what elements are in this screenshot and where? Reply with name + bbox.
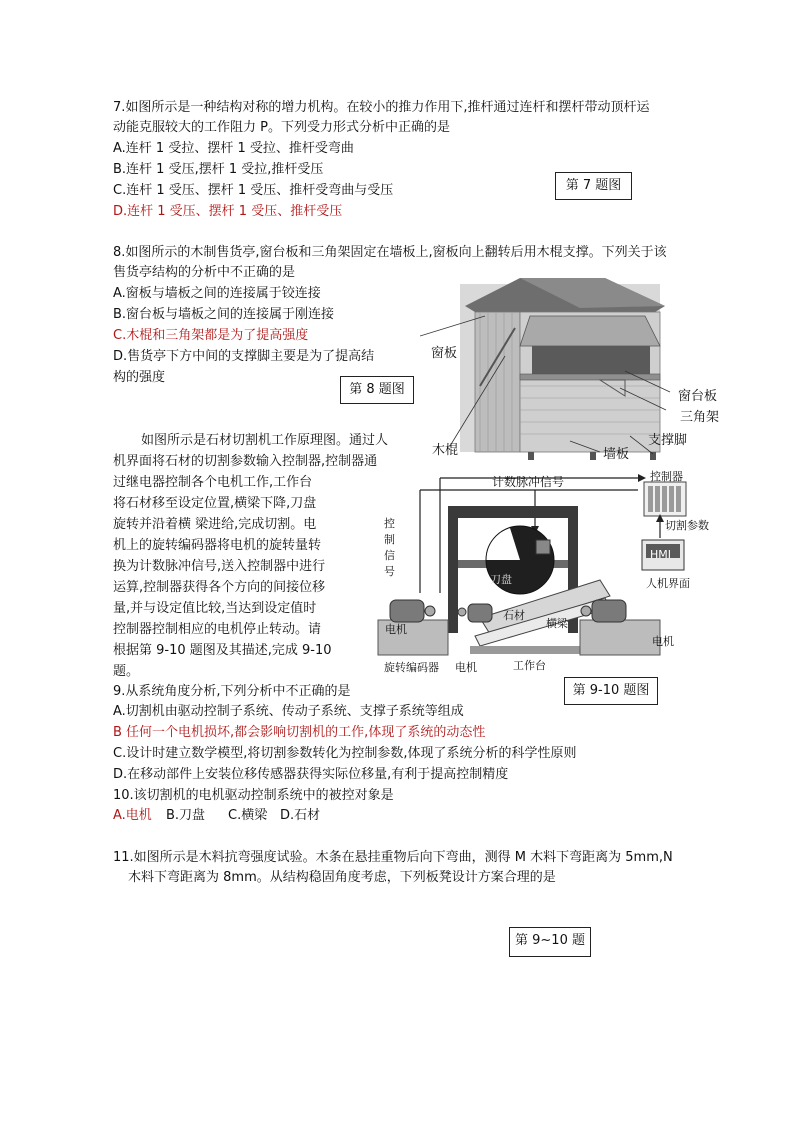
intro-line-11: 根据第 9-10 题图及其描述,完成 9-10 bbox=[113, 643, 332, 658]
diagram-label-stone: 石材 bbox=[503, 609, 525, 622]
q8-option-c: C.木棍和三角架都是为了提高强度 bbox=[113, 328, 309, 343]
q9-stem: 9.从系统角度分析,下列分析中不正确的是 bbox=[113, 684, 351, 699]
diagram-label-table: 工作台 bbox=[513, 659, 546, 672]
intro-line-10: 控制器控制相应的电机停止转动。请 bbox=[113, 622, 322, 637]
q8-option-d-line1: D.售货亭下方中间的支撑脚主要是为了提高结 bbox=[113, 349, 375, 364]
q9-option-b: B 任何一个电机损坏,都会影响切割机的工作,体现了系统的动态性 bbox=[113, 725, 486, 740]
diagram-label-cut-params: 切割参数 bbox=[665, 519, 709, 532]
diagram-label-encoder: 旋转编码器 bbox=[384, 661, 439, 674]
diagram-label-control-signal-1: 控 bbox=[384, 517, 395, 530]
q9-option-c: C.设计时建立数学模型,将切割参数转化为控制参数,体现了系统分析的科学性原则 bbox=[113, 746, 577, 761]
q8-option-d-line2: 构的强度 bbox=[113, 370, 166, 385]
q7-option-d: D.连杆 1 受压、摆杆 1 受压、推杆受压 bbox=[113, 204, 343, 219]
kiosk-label-window: 窗板 bbox=[431, 346, 458, 361]
intro-line-4: 将石材移至设定位置,横梁下降,刀盘 bbox=[113, 496, 317, 511]
diagram-label-motor-left: 电机 bbox=[385, 623, 407, 636]
q10-stem: 10.该切割机的电机驱动控制系统中的被控对象是 bbox=[113, 788, 394, 803]
diagram-label-pulse: 计数脉冲信号 bbox=[492, 475, 565, 489]
diagram-label-blade: 刀盘 bbox=[490, 573, 512, 586]
diagram-label-hmi-text: 人机界面 bbox=[646, 577, 690, 590]
q8-option-b: B.窗台板与墙板之间的连接属于刚连接 bbox=[113, 307, 335, 322]
q11-figure-caption: 第 9~10 题 bbox=[509, 927, 591, 957]
kiosk-label-stick: 木棍 bbox=[432, 443, 459, 458]
q10-option-a: A.电机 bbox=[113, 808, 152, 823]
q11-stem-line2: 木料下弯距离为 8mm。从结构稳固角度考虑，下列板凳设计方案合理的是 bbox=[128, 870, 556, 885]
diagram-label-control-signal-4: 号 bbox=[384, 565, 395, 578]
q11-stem-line1: 11.如图所示是木料抗弯强度试验。木条在悬挂重物后向下弯曲，测得 M 木料下弯距离为 5mm,N bbox=[113, 850, 673, 865]
intro-line-12: 题。 bbox=[113, 664, 140, 679]
kiosk-label-wall: 墙板 bbox=[603, 447, 630, 462]
kiosk-photo bbox=[420, 276, 688, 468]
q9-option-d: D.在移动部件上安装位移传感器获得实际位移量,有利于提高控制精度 bbox=[113, 767, 509, 782]
q8-figure-caption: 第 8 题图 bbox=[340, 376, 414, 404]
diagram-label-control-signal-3: 信 bbox=[384, 549, 395, 562]
intro-line-5: 旋转并沿着横 梁进给,完成切割。电 bbox=[113, 517, 317, 532]
q7-option-a: A.连杆 1 受拉、摆杆 1 受拉、推杆受弯曲 bbox=[113, 141, 354, 156]
intro-line-1: 如图所示是石材切割机工作原理图。通过人 bbox=[141, 433, 389, 448]
diagram-label-control-signal-2: 制 bbox=[384, 533, 395, 546]
q7-option-c: C.连杆 1 受压、摆杆 1 受压、推杆受弯曲与受压 bbox=[113, 183, 394, 198]
q9-10-figure-caption: 第 9-10 题图 bbox=[564, 677, 658, 705]
intro-line-8: 运算,控制器获得各个方向的间接位移 bbox=[113, 580, 326, 595]
kiosk-label-leg: 支撑脚 bbox=[648, 433, 688, 448]
diagram-label-hmi: HMI bbox=[650, 548, 672, 561]
intro-line-7: 换为计数脉冲信号,送入控制器中进行 bbox=[113, 559, 326, 574]
cutter-diagram bbox=[360, 468, 690, 673]
q7-option-b: B.连杆 1 受压,摆杆 1 受拉,推杆受压 bbox=[113, 162, 324, 177]
q8-option-a: A.窗板与墙板之间的连接属于铰连接 bbox=[113, 286, 321, 301]
intro-line-6: 机上的旋转编码器将电机的旋转量转 bbox=[113, 538, 322, 553]
diagram-label-motor-right: 电机 bbox=[652, 635, 674, 648]
diagram-label-beam: 横梁 bbox=[546, 617, 568, 630]
kiosk-label-bracket: 三角架 bbox=[680, 410, 720, 425]
intro-line-2: 机界面将石材的切割参数输入控制器,控制器通 bbox=[113, 454, 378, 469]
q8-stem-line2: 售货亭结构的分析中不正确的是 bbox=[113, 265, 296, 280]
intro-line-3: 过继电器控制各个电机工作,工作台 bbox=[113, 475, 313, 490]
q10-option-d: D.石材 bbox=[280, 808, 321, 823]
intro-line-9: 量,并与设定值比较,当达到设定值时 bbox=[113, 601, 317, 616]
diagram-label-motor-bottom: 电机 bbox=[455, 661, 477, 674]
q10-option-c: C.横梁 bbox=[228, 808, 268, 823]
q7-stem-line2: 动能克服较大的工作阻力 P。下列受力形式分析中正确的是 bbox=[113, 120, 450, 135]
q7-stem-line1: 7.如图所示是一种结构对称的增力机构。在较小的推力作用下,推杆通过连杆和摆杆带动顶杆运 bbox=[113, 100, 650, 115]
q8-stem-line1: 8.如图所示的木制售货亭,窗台板和三角架固定在墙板上,窗板向上翻转后用木棍支撑。下列关于该 bbox=[113, 245, 667, 260]
q7-figure-caption: 第 7 题图 bbox=[555, 172, 632, 200]
diagram-label-controller: 控制器 bbox=[650, 470, 683, 483]
q9-option-a: A.切割机由驱动控制子系统、传动子系统、支撑子系统等组成 bbox=[113, 704, 464, 719]
kiosk-label-sill: 窗台板 bbox=[678, 389, 718, 404]
q10-option-b: B.刀盘 bbox=[166, 808, 206, 823]
